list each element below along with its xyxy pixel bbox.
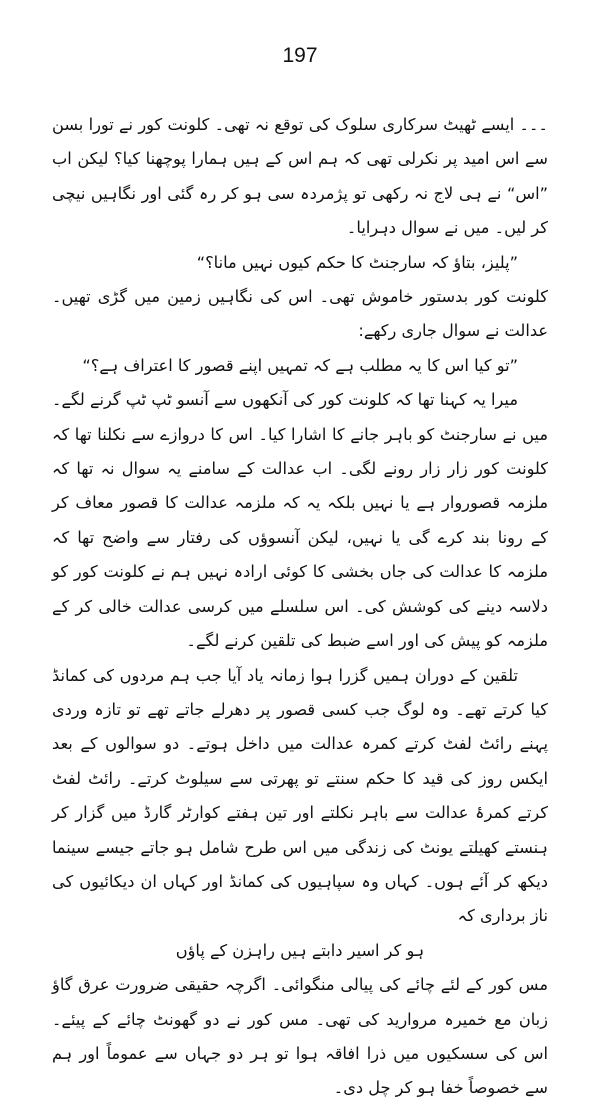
paragraph-1: ۔۔۔ ایسے ٹھیٹ سرکاری سلوک کی توقع نہ تھی۔ کلونت کور نے تورا بسن سے اس امید پر نکرلی تھی کہ ہم اس کے ہیں ہمارا پوچھنا کیا؟ لیکن اب ”اس“ نے ہی لاج نہ رکھی تو پژمردہ سی ہو کر رہ گئی اور نگاہیں نیچی کر لیں۔ میں نے سوال دہرایا۔ <box>52 115 548 238</box>
paragraph-4-quote: ”تو کیا اس کا یہ مطلب ہے کہ تمہیں اپنے قصور کا اعتراف ہے؟“ <box>82 355 518 375</box>
page-body <box>52 108 548 1106</box>
page-number: 197 <box>282 44 318 67</box>
verse-line: ہو کر اسیر دابتے ہیں راہزن کے پاؤں <box>175 940 425 960</box>
paragraph-8: مس کور کے لئے چائے کی پیالی منگوائی۔ اگرچہ حقیقی ضرورت عرق گاؤ زبان مع خمیرہ مروارید کی تھی۔ مس کور نے دو گھونٹ چائے کے پیئے۔ اس کی سسکیوں میں ذرا افاقہ ہوا تو ہر دو جہاں سے عموماً اور ہم سے خصوصاً خفا ہو کر چل دی۔ <box>52 975 548 1098</box>
paragraph-2-quote: ”پلیز، بتاؤ کہ سارجنٹ کا حکم کیوں نہیں مانا؟“ <box>196 252 518 272</box>
paragraph-3: کلونت کور بدستور خاموش تھی۔ اس کی نگاہیں زمین میں گڑی تھیں۔ عدالت نے سوال جاری رکھے: <box>52 287 548 341</box>
paragraph-5: میرا یہ کہنا تھا کہ کلونت کور کی آنکھوں سے آنسو ٹپ ٹپ گرنے لگے۔ میں نے سارجنٹ کو باہر جانے کا اشارا کیا۔ اس کا دروازے سے نکلنا تھا کہ کلونت کور زار زار رونے لگی۔ اب عدالت کے سامنے یہ سوال نہ تھا کہ ملزمہ قصوروار ہے یا نہیں بلکہ یہ کہ ملزمہ عدالت کا قصور معاف کر کے رونا بند کرے گی یا نہیں، لیکن آنسوؤں کی رفتار سے واضح تھا کہ ملزمہ کا عدالت کی جاں بخشی کا کوئی ارادہ نہیں ہم نے کلونت کور کو دلاسہ دینے کی کوشش کی۔ اس سلسلے میں کرسی عدالت خالی کر کے ملزمہ کو پیش کی اور اسے ضبط کی تلقین کرنے لگے۔ <box>52 390 548 651</box>
paragraph-6: تلقین کے دوران ہمیں گزرا ہوا زمانہ یاد آیا جب ہم مردوں کی کمانڈ کیا کرتے تھے۔ وہ لوگ جب کسی قصور پر دھرلے جاتے تھے تو تازہ وردی پہنے رائٹ لفٹ کرتے کمرہ عدالت میں داخل ہوتے۔ دو سوالوں کے بعد ایکس روز کی قید کا حکم سنتے تو پھرتی سے سیلوٹ کرتے۔ رائٹ لفٹ کرتے کمرۂ عدالت سے باہر نکلتے اور تین ہفتے کوارٹر گارڈ میں گزار کر ہنستے کھیلتے یونٹ کی زندگی میں اس طرح شامل ہو جاتے جیسے سینما دیکھ کر آئے ہوں۔ کہاں وہ سپاہیوں کی کمانڈ اور کہاں ان دیکائیوں کی ناز برداری کہ <box>52 665 548 926</box>
